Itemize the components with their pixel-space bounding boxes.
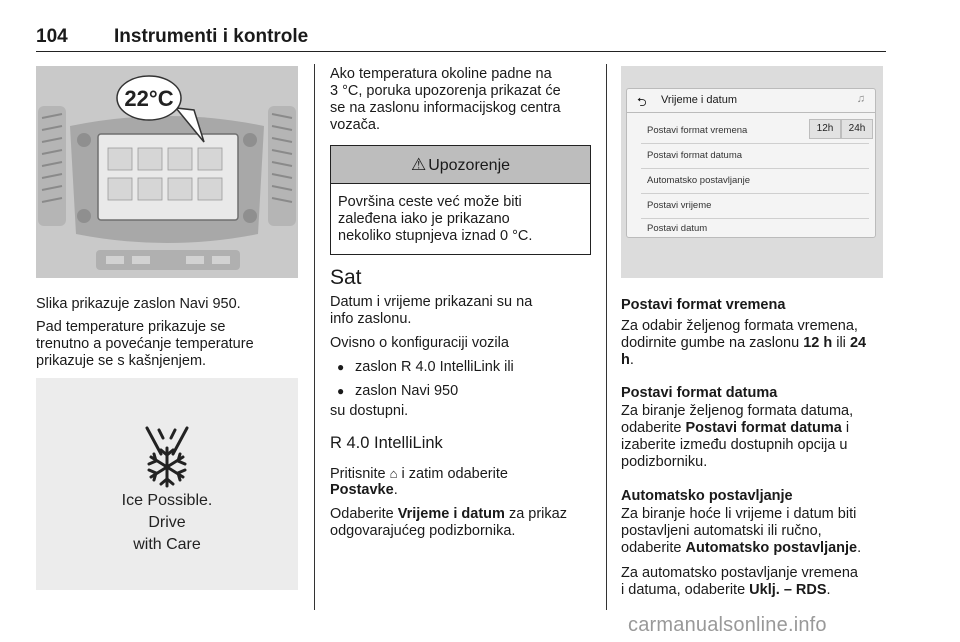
figure1-caption: Slika prikazuje zaslon Navi 950. <box>36 296 241 312</box>
screen-row-auto-set: Automatsko postavljanje <box>647 175 750 186</box>
p3-line3: odaberite Automatsko postavljanje. <box>621 540 862 556</box>
p2-line1: Za biranje željenog formata datuma, <box>621 403 854 419</box>
col2-intro-line2: 3 °C, poruka upozorenja prikazat će <box>330 83 561 99</box>
press-line2: Postavke. <box>330 482 398 498</box>
col2-intro-line3: se na zaslonu informacijskog centra <box>330 100 561 116</box>
config-line: Ovisno o konfiguraciji vozila <box>330 335 509 351</box>
select-line1: Odaberite Vrijeme i datum za prikaz <box>330 506 567 522</box>
p2-line2: odaberite Postavi format datuma i <box>621 420 850 436</box>
sat-line1: Datum i vrijeme prikazani su na <box>330 294 533 310</box>
sat-line2: info zaslonu. <box>330 311 412 327</box>
select-line2: odgovarajućeg podizbornika. <box>330 523 516 539</box>
ice-warning-line2: Drive <box>148 514 186 531</box>
heading-date-format: Postavi format datuma <box>621 385 778 401</box>
format-12h-button: 12h <box>809 119 841 139</box>
heading-auto-set: Automatsko postavljanje <box>621 488 793 504</box>
ice-warning-line1: Ice Possible. <box>121 492 213 509</box>
col1-para-line2: trenutno a povećanje temperature <box>36 336 254 352</box>
page-title: Instrumenti i kontrole <box>114 26 309 47</box>
screen-divider <box>641 143 869 144</box>
p2-line4: podizborniku. <box>621 454 708 470</box>
available-line: su dostupni. <box>330 403 409 419</box>
page-header <box>36 24 886 52</box>
p1-line1: Za odabir željenog formata vremena, <box>621 318 858 334</box>
p4-line1: Za automatsko postavljanje vremena <box>621 565 858 581</box>
warning-box <box>330 145 591 255</box>
screen-divider <box>641 218 869 219</box>
column-divider-right <box>606 64 607 610</box>
section-heading-sat: Sat <box>330 266 362 289</box>
ice-warning-figure <box>36 378 298 590</box>
dashboard-illustration <box>36 66 298 278</box>
settings-screen <box>626 88 876 238</box>
home-icon: ⌂ <box>389 466 398 481</box>
screen-row-set-time: Postavi vrijeme <box>647 200 712 211</box>
bullet-item-r40: ● zaslon R 4.0 IntelliLink ili <box>337 359 514 375</box>
music-note-icon: ♫ <box>856 93 865 105</box>
col1-para-line3: prikazuje se s kašnjenjem. <box>36 353 207 369</box>
screen-divider <box>641 193 869 194</box>
p3-line1: Za biranje hoće li vrijeme i datum biti <box>621 506 857 522</box>
screen-title: Vrijeme i datum <box>661 94 738 106</box>
press-line1: Pritisnite ⌂ i zatim odaberite <box>330 466 508 482</box>
dashboard-figure <box>36 66 298 278</box>
warning-body <box>331 184 590 245</box>
p1-line2: dodirnite gumbe na zaslonu 12 h ili 24 <box>621 335 867 351</box>
back-arrow-icon: ⮌ <box>637 95 647 109</box>
screen-row-date-format: Postavi format datuma <box>647 150 743 161</box>
warning-header <box>331 146 590 184</box>
section-heading-r40: R 4.0 IntelliLink <box>330 434 443 452</box>
warning-triangle-icon: ⚠ <box>410 155 427 174</box>
time-date-screen-figure <box>621 66 883 278</box>
snowflake-road-icon <box>139 424 195 488</box>
warning-title: Upozorenje <box>428 157 511 174</box>
bullet-item-navi950: ● zaslon Navi 950 <box>337 383 459 399</box>
col1-para-line1: Pad temperature prikazuje se <box>36 319 226 335</box>
p2-line3: izaberite između dostupnih opcija u <box>621 437 848 453</box>
p1-line3: h. <box>621 352 634 368</box>
warning-line1: Površina ceste već može biti <box>338 194 522 210</box>
p4-line2: i datuma, odaberite Uklj. – RDS. <box>621 582 831 598</box>
bullet-dot-icon: ● <box>337 360 345 374</box>
col2-intro-line1: Ako temperatura okoline padne na <box>330 66 552 82</box>
format-24h-button: 24h <box>841 119 873 139</box>
page-number: 104 <box>36 26 68 47</box>
warning-line3: nekoliko stupnjeva iznad 0 °C. <box>338 228 533 244</box>
screen-row-set-date: Postavi datum <box>647 223 708 234</box>
column-divider-left <box>314 64 315 610</box>
temperature-bubble-text: 22°C <box>124 86 174 111</box>
watermark: carmanualsonline.info <box>628 614 827 636</box>
screen-title-bar <box>627 89 875 113</box>
col2-intro-line4: vozača. <box>330 117 380 133</box>
p3-line2: postavljeni automatski ili ručno, <box>621 523 822 539</box>
bullet-dot-icon: ● <box>337 384 345 398</box>
heading-time-format: Postavi format vremena <box>621 297 786 313</box>
warning-line2: zaleđena iako je prikazano <box>338 211 510 227</box>
ice-warning-line3: with Care <box>133 536 201 553</box>
screen-divider <box>641 168 869 169</box>
screen-row-time-format: Postavi format vremena <box>647 125 748 136</box>
